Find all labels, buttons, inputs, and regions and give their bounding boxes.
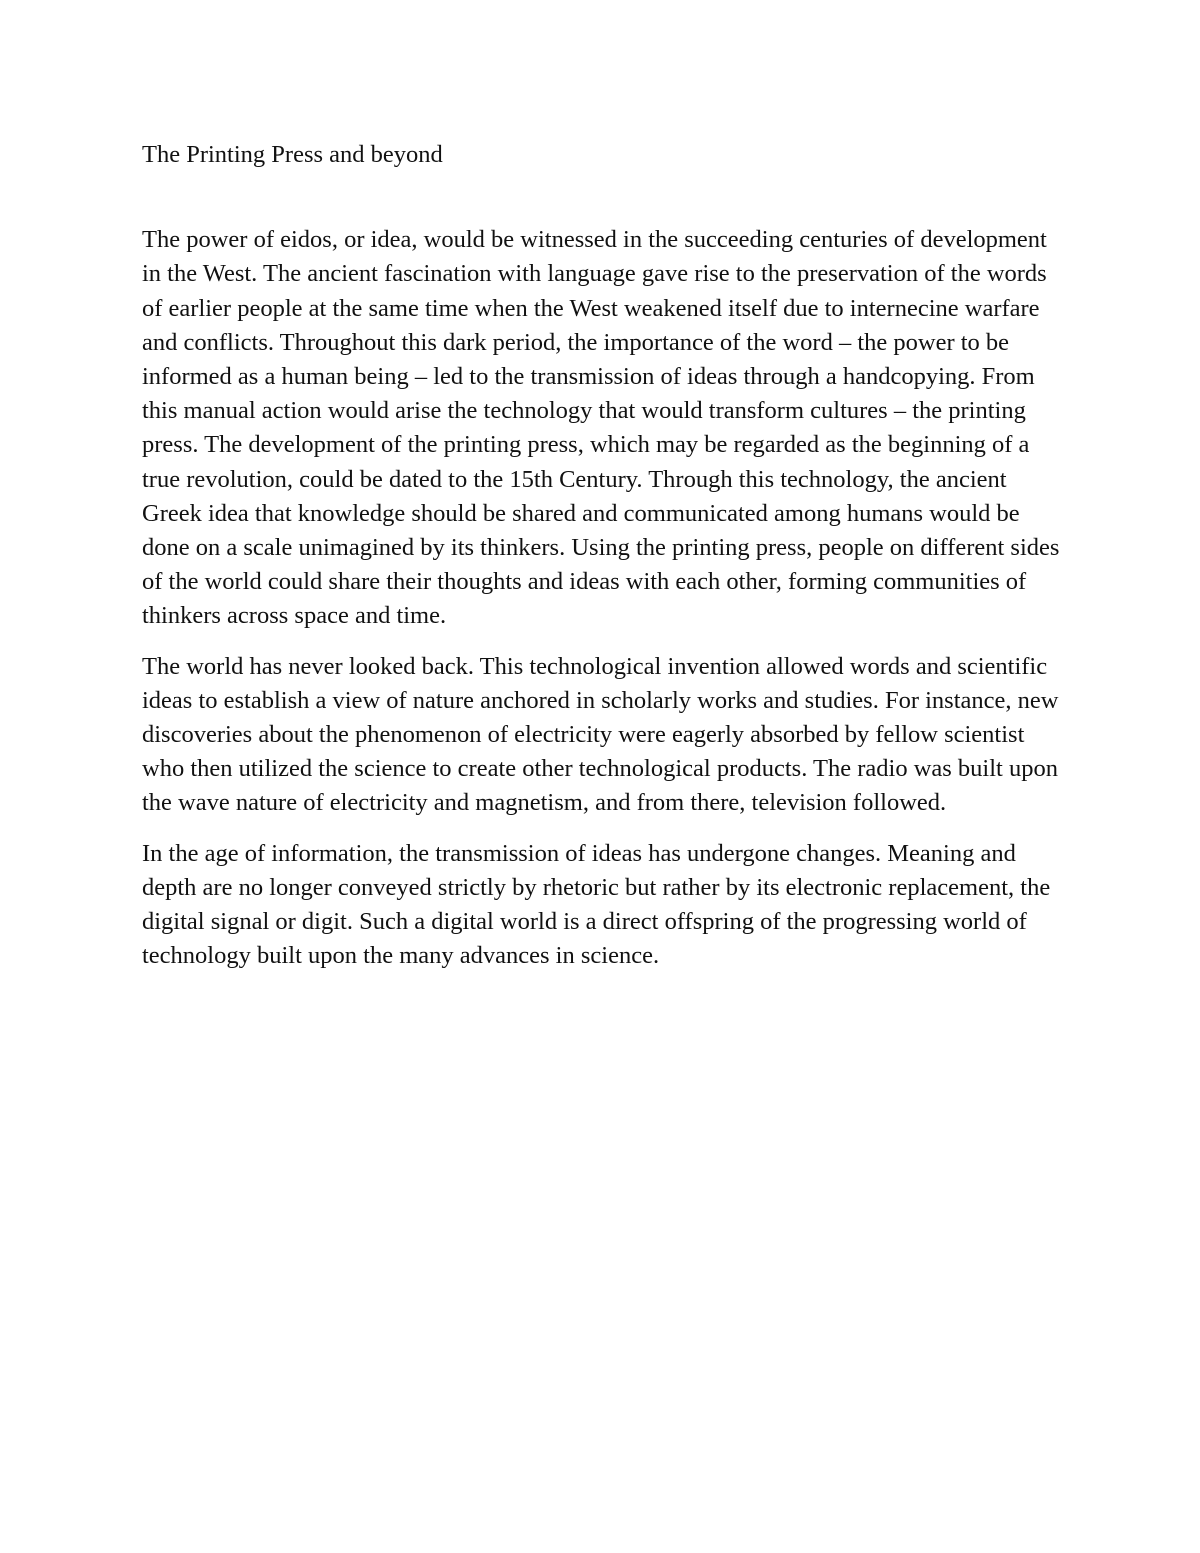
- document-title: The Printing Press and beyond: [142, 141, 443, 168]
- document-body: [142, 138, 1072, 989]
- paragraph-3: In the age of information, the transmission of ideas has undergone changes. Meaning and depth are no longer conveyed strictly by rhetoric but rather by its electronic replacement, the digital signal or digit. Such a digital world is a direct offspring of the progressing world of technology built upon the many advances in science.: [142, 839, 1051, 970]
- paragraph-1: The power of eidos, or idea, would be witnessed in the succeeding centuries of development in the West. The ancient fascination with language gave rise to the preservation of the words of earlier people at the same time when the West weakened itself due to internecine warfare and conflicts. Throughout this dark period, the importance of the word – the power to be informed as a human being – led to the transmission of ideas through a handcopying. From this manual action would arise the technology that would transform cultures – the printing press. The development of the printing press, which may be regarded as the beginning of a true revolution, could be dated to the 15th Century. Through this technology, the ancient Greek idea that knowledge should be shared and communicated among humans would be done on a scale unimagined by its thinkers. Using the printing press, people on different sides of the world could share their thoughts and ideas with each other, forming communities of thinkers across space and time.: [142, 226, 1060, 630]
- paragraph-2: The world has never looked back. This technological invention allowed words and scientific ideas to establish a view of nature anchored in scholarly works and studies. For instance, new discoveries about the phenomenon of electricity were eagerly absorbed by fellow scientist who then utilized the science to create other technological products. The radio was built upon the wave nature of electricity and magnetism, and from there, television followed.: [142, 652, 1059, 817]
